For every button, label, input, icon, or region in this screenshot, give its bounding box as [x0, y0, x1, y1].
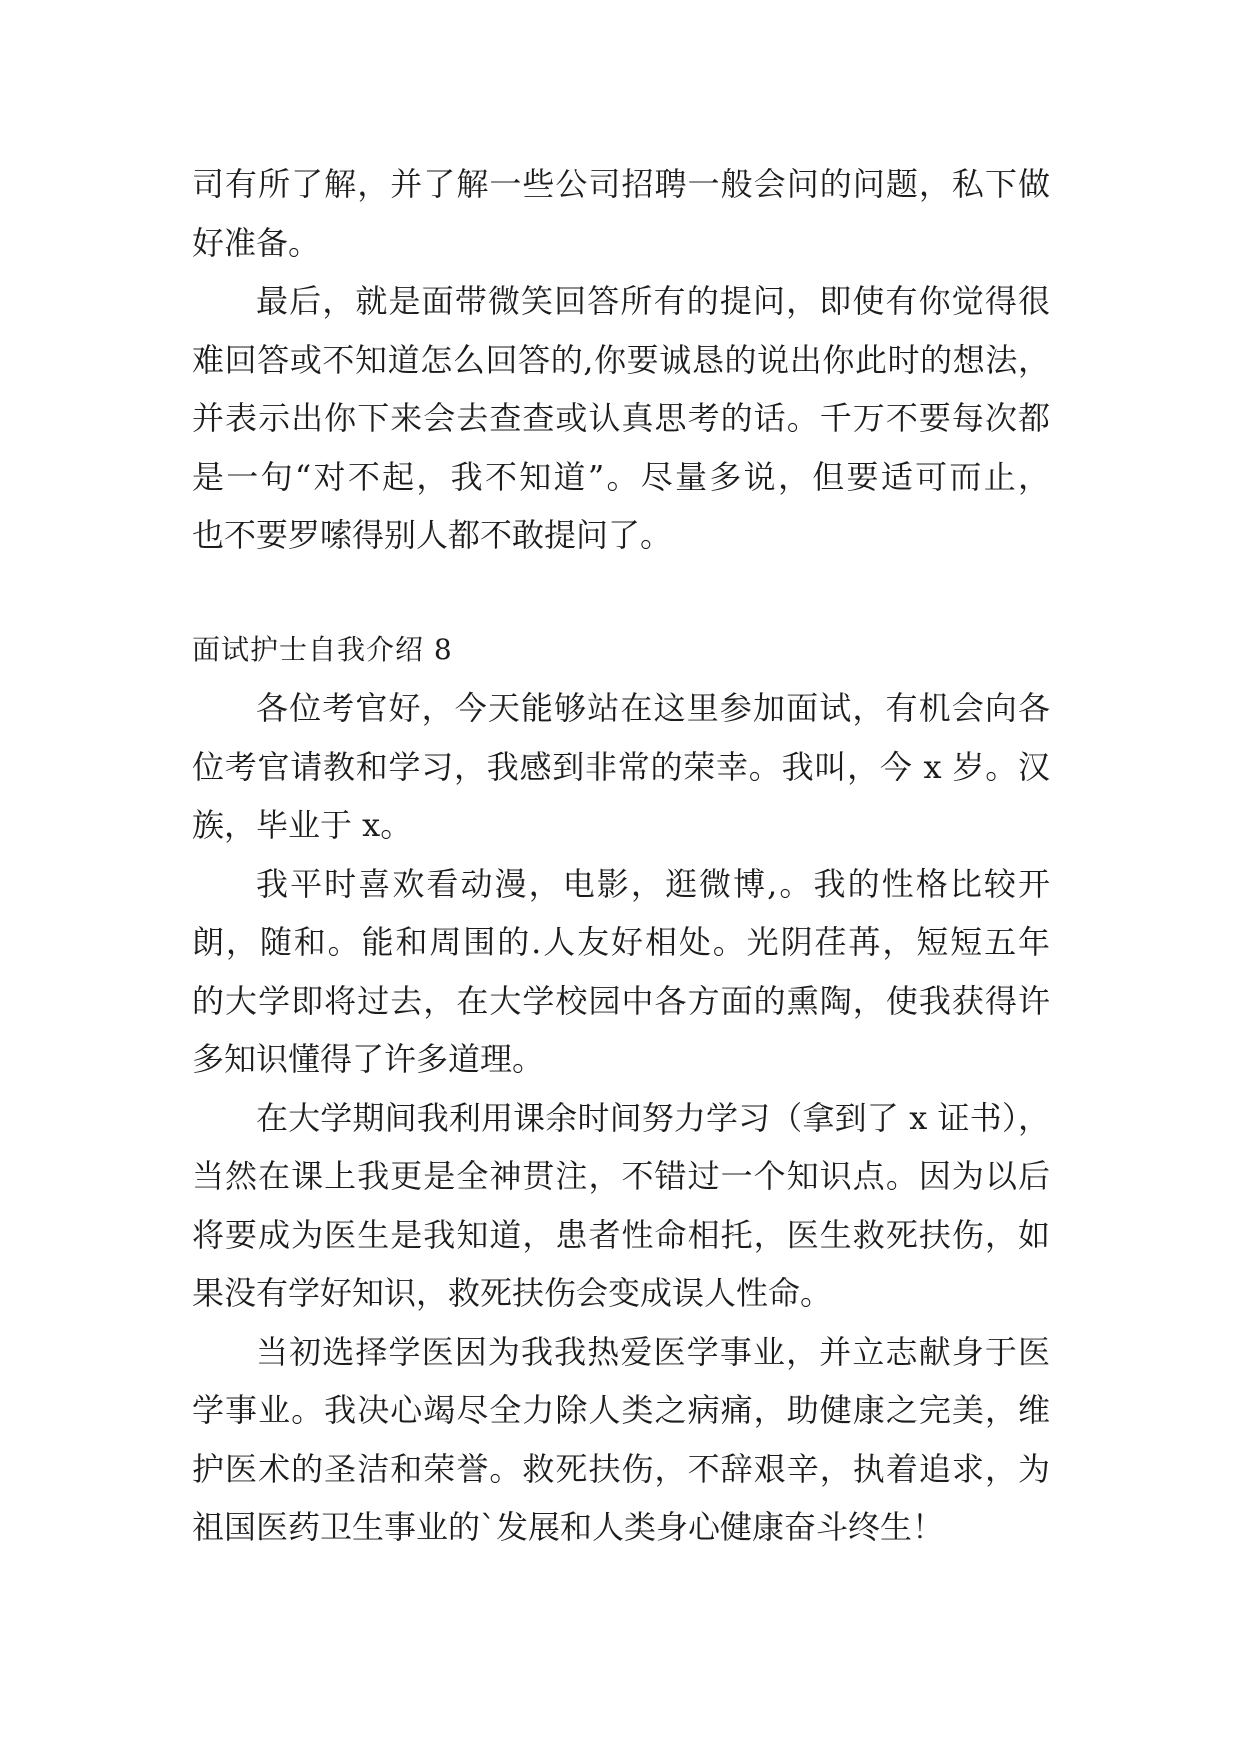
paragraph-answer-advice	[192, 272, 1050, 565]
text-line: 的大学即将过去，在大学校园中各方面的熏陶，使我获得许	[192, 981, 1050, 1020]
text-line: 当初选择学医因为我我热爱医学事业，并立志献身于医	[256, 1332, 1050, 1371]
paragraph-aspiration	[192, 1323, 1050, 1557]
text-line: 学事业。我决心竭尽全力除人类之病痛，助健康之完美，维	[192, 1391, 1050, 1429]
text-line: 也不要罗嗦得别人都不敢提问了。	[192, 516, 673, 554]
text-line: 并表示出你下来会去查查或认真思考的话。千万不要每次都	[192, 399, 1050, 437]
text-line: 族，毕业于 x。	[192, 806, 413, 844]
text-line: 是一句“对不起，我不知道”。尽量多说，但要适可而止，	[192, 457, 1050, 496]
text-line: 好准备。	[192, 223, 321, 262]
text-line: 最后，就是面带微笑回答所有的提问，即使有你觉得很	[256, 282, 1050, 320]
text-line: 司有所了解，并了解一些公司招聘一般会问的问题，私下做	[192, 165, 1050, 203]
text-line: 难回答或不知道怎么回答的,你要诚恳的说出你此时的想法，	[192, 340, 1050, 379]
text-line: 朗，随和。能和周围的.人友好相处。光阴荏苒，短短五年	[192, 923, 1050, 961]
text-line: 在大学期间我利用课余时间努力学习（拿到了 x 证书），	[256, 1098, 1050, 1137]
text-line: 当然在课上我更是全神贯注，不错过一个知识点。因为以后	[192, 1157, 1050, 1195]
text-line: 果没有学好知识，救死扶伤会变成误人性命。	[192, 1274, 833, 1312]
text-line: 各位考官好，今天能够站在这里参加面试，有机会向各	[256, 689, 1050, 727]
section-heading: 面试护士自我介绍 8	[192, 632, 453, 666]
paragraph-study	[192, 1089, 1050, 1323]
paragraph-greeting	[192, 679, 1050, 855]
paragraph-personality	[192, 855, 1050, 1089]
paragraph-continuation	[192, 155, 1050, 272]
text-line: 祖国医药卫生事业的`发展和人类身心健康奋斗终生！	[192, 1508, 945, 1546]
text-line: 位考官请教和学习，我感到非常的荣幸。我叫，今 x 岁。汉	[192, 747, 1050, 786]
text-line: 多知识懂得了许多道理。	[192, 1040, 545, 1078]
text-line: 将要成为医生是我知道，患者性命相托，医生救死扶伤，如	[192, 1215, 1050, 1254]
text-line: 我平时喜欢看动漫，电影，逛微博,。我的性格比较开	[256, 864, 1050, 903]
text-line: 护医术的圣洁和荣誉。救死扶伤，不辞艰辛，执着追求，为	[192, 1449, 1050, 1488]
